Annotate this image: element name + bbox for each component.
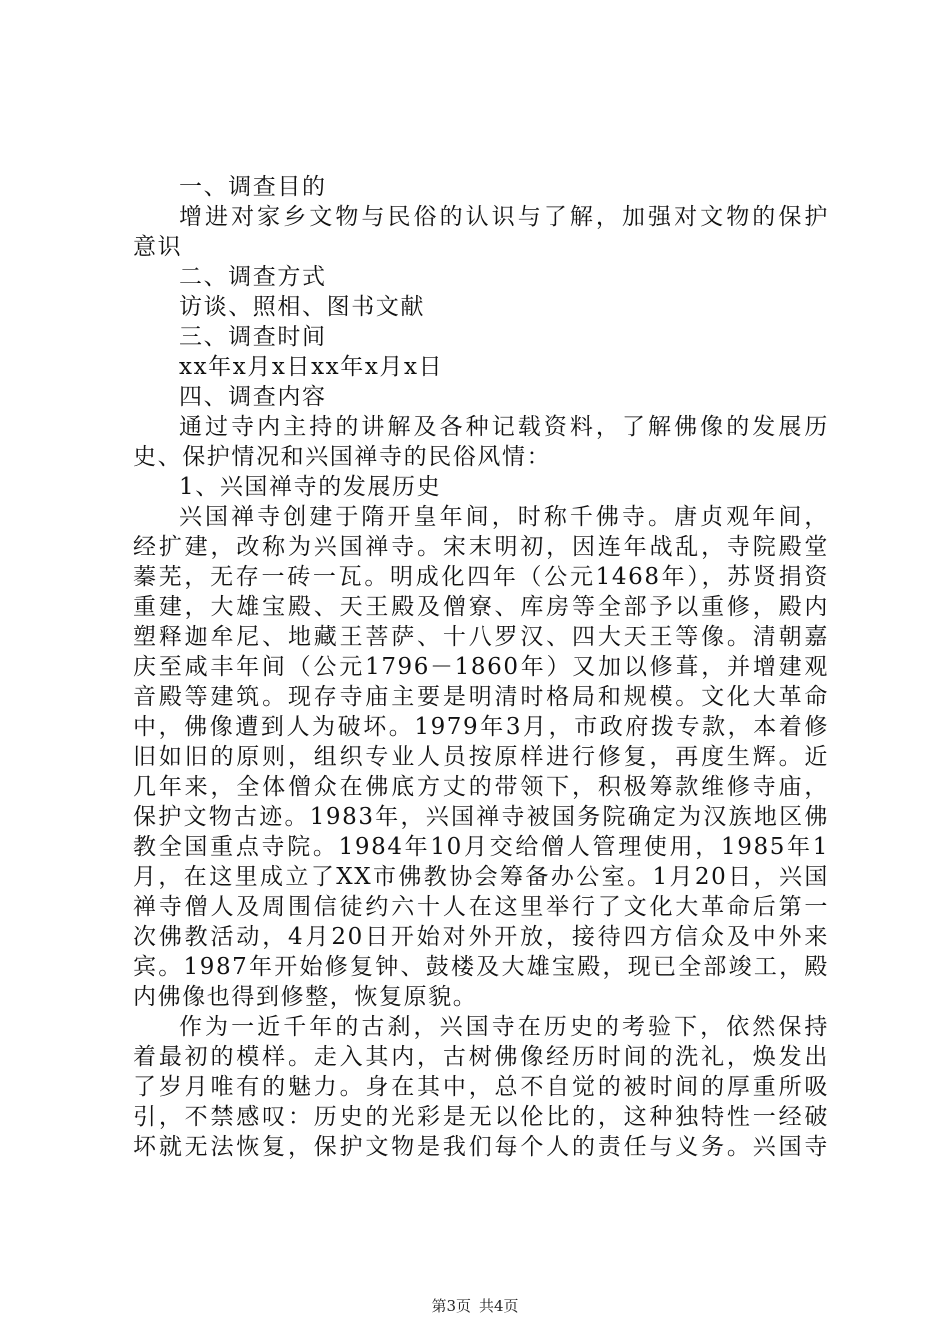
page-total: 共4页	[479, 1297, 519, 1315]
paragraph-line: 内佛像也得到修整，恢复原貌。	[133, 984, 478, 1010]
paragraph-line: 中，佛像遭到人为破坏。1979年3月，市政府拨专款，本着修	[133, 714, 829, 740]
paragraph-line: 蓁芜，无存一砖一瓦。明成化四年（公元1468年），苏贤捐资	[133, 564, 829, 590]
page-footer	[0, 1296, 950, 1316]
paragraph-line: 几年来，全体僧众在佛底方丈的带领下，积极筹款维修寺庙，	[133, 774, 829, 800]
section-heading-purpose: 一、调查目的	[179, 174, 327, 200]
paragraph-line: 史、保护情况和兴国禅寺的民俗风情：	[133, 444, 552, 470]
paragraph-line: 重建，大雄宝殿、天王殿及僧寮、库房等全部予以重修，殿内	[133, 594, 829, 620]
paragraph-line: 作为一近千年的古刹，兴国寺在历史的考验下，依然保持	[179, 1014, 829, 1040]
section-heading-content: 四、调查内容	[179, 384, 327, 410]
paragraph-line: 经扩建，改称为兴国禅寺。宋末明初，因连年战乱，寺院殿堂	[133, 534, 829, 560]
page-number: 第3页	[431, 1297, 471, 1315]
document-body	[133, 172, 829, 1162]
paragraph-line: 着最初的模样。走入其内，古树佛像经历时间的洗礼，焕发出	[133, 1044, 829, 1070]
section-heading-method: 二、调查方式	[179, 264, 327, 290]
paragraph-line: 访谈、照相、图书文献	[179, 294, 425, 320]
paragraph-line: 禅寺僧人及周围信徒约六十人在这里举行了文化大革命后第一	[133, 894, 829, 920]
paragraph-line: 宾。1987年开始修复钟、鼓楼及大雄宝殿，现已全部竣工，殿	[133, 954, 829, 980]
paragraph-line: 旧如旧的原则，组织专业人员按原样进行修复，再度生辉。近	[133, 744, 829, 770]
section-heading-time: 三、调查时间	[179, 324, 327, 350]
paragraph-line: 意识	[133, 234, 183, 260]
paragraph-line: 通过寺内主持的讲解及各种记载资料，了解佛像的发展历	[179, 414, 829, 440]
paragraph-line: 音殿等建筑。现存寺庙主要是明清时格局和规模。文化大革命	[133, 684, 829, 710]
paragraph-line: 次佛教活动，4月20日开始对外开放，接待四方信众及中外来	[133, 924, 829, 950]
paragraph-line: 了岁月唯有的魅力。身在其中，总不自觉的被时间的厚重所吸	[133, 1074, 829, 1100]
paragraph-line: 兴国禅寺创建于隋开皇年间，时称千佛寺。唐贞观年间，	[179, 504, 829, 530]
paragraph-line: 保护文物古迹。1983年，兴国禅寺被国务院确定为汉族地区佛	[133, 804, 829, 830]
subsection-heading-history: 1、兴国禅寺的发展历史	[179, 474, 442, 500]
paragraph-line: 庆至咸丰年间（公元1796－1860年）又加以修葺，并增建观	[133, 654, 829, 680]
paragraph-line: 教全国重点寺院。1984年10月交给僧人管理使用，1985年1	[133, 834, 829, 860]
paragraph-line: 坏就无法恢复，保护文物是我们每个人的责任与义务。兴国寺	[133, 1134, 829, 1160]
paragraph-line: 引，不禁感叹：历史的光彩是无以伦比的，这种独特性一经破	[133, 1104, 829, 1130]
paragraph-line: xx年x月x日xx年x月x日	[179, 354, 444, 380]
paragraph-line: 增进对家乡文物与民俗的认识与了解，加强对文物的保护	[179, 204, 829, 230]
paragraph-line: 塑释迦牟尼、地藏王菩萨、十八罗汉、四大天王等像。清朝嘉	[133, 624, 829, 650]
paragraph-line: 月，在这里成立了XX市佛教协会筹备办公室。1月20日，兴国	[133, 864, 829, 890]
